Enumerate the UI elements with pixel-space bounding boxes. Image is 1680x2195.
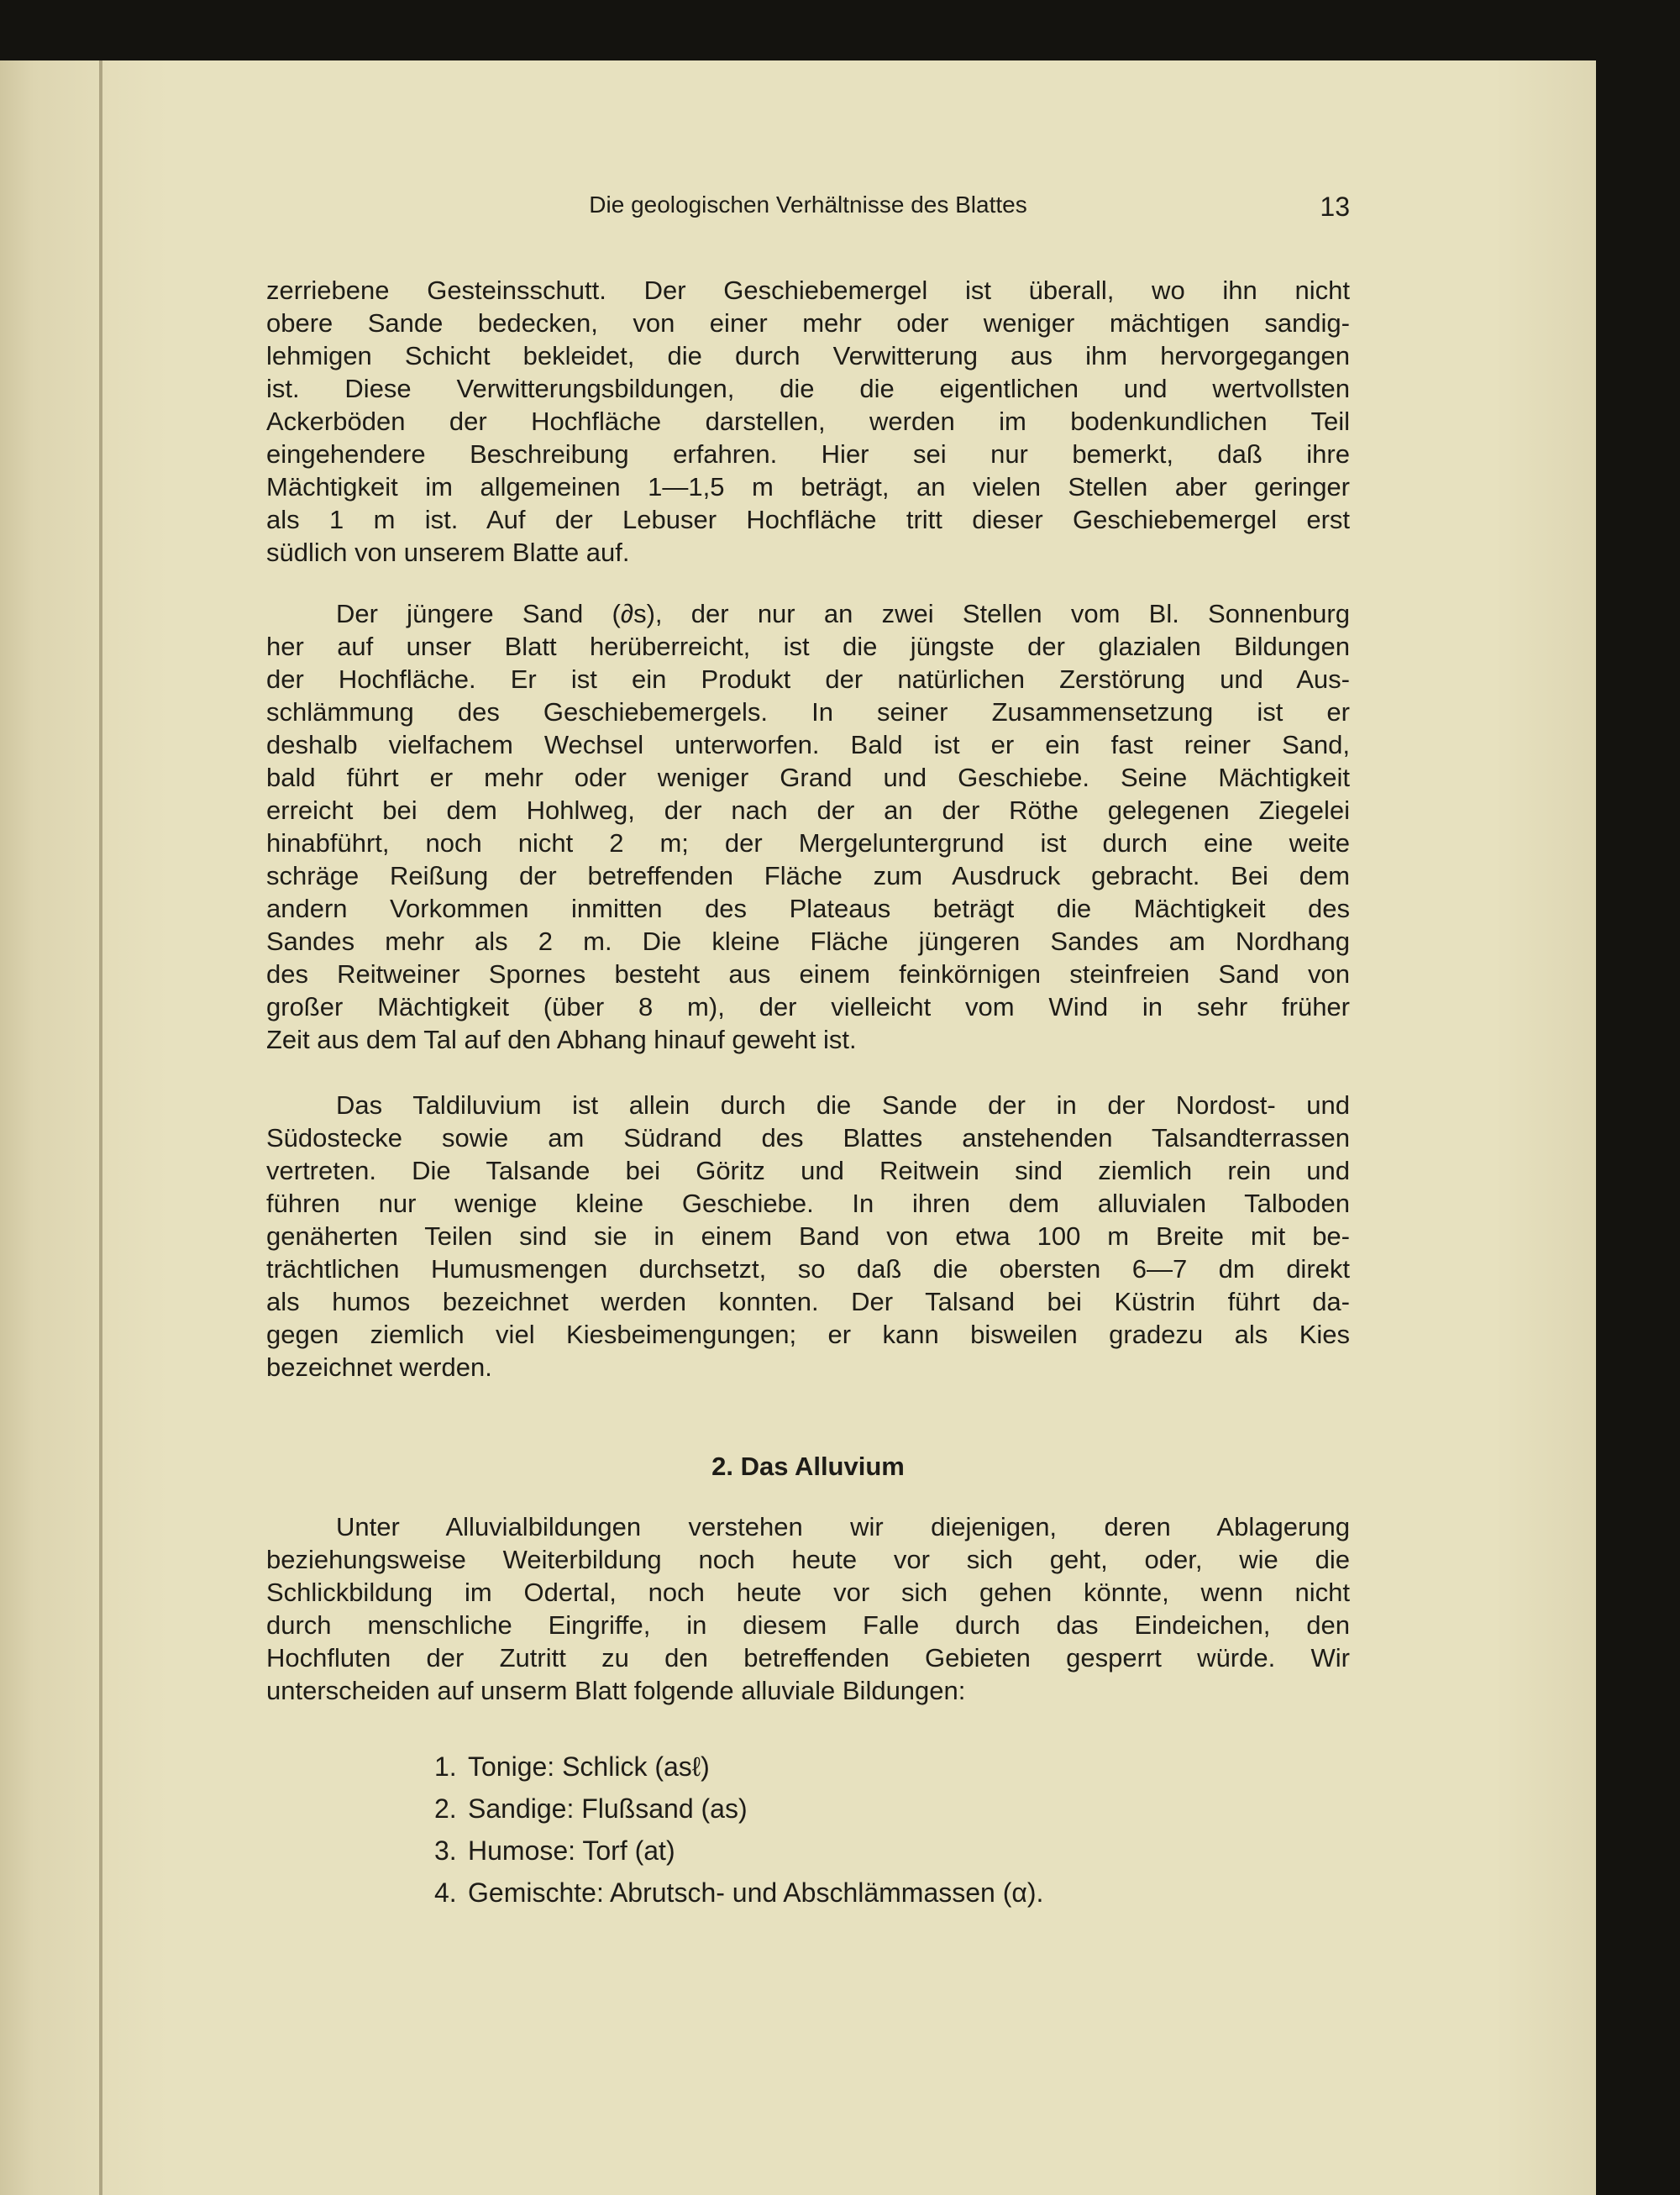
text-line: andern Vorkommen inmitten des Plateaus beträgt die Mächtigkeit des <box>266 894 1350 923</box>
text-line: Ackerböden der Hochfläche darstellen, werden im bodenkundlichen Teil <box>266 407 1350 436</box>
text-line: ist. Diese Verwitterungsbildungen, die die eigentlichen und wertvollsten <box>266 374 1350 403</box>
text-line: trächtlichen Humusmengen durchsetzt, so daß die obersten 6—7 dm direkt <box>266 1254 1350 1284</box>
text-line: Hochfluten der Zutritt zu den betreffenden Gebieten gesperrt würde. Wir <box>266 1643 1350 1673</box>
text-line: hinabführt, noch nicht 2 m; der Mergeluntergrund ist durch eine weite <box>266 828 1350 858</box>
text-line: Zeit aus dem Tal auf den Abhang hinauf geweht ist. <box>266 1025 857 1054</box>
paragraph-3 <box>266 1089 1350 1384</box>
text-line: deshalb vielfachem Wechsel unterworfen. Bald ist er ein fast reiner Sand, <box>266 730 1350 759</box>
text-line: durch menschliche Eingriffe, in diesem Falle durch das Eindeichen, den <box>266 1610 1350 1640</box>
text-line: schräge Reißung der betreffenden Fläche zum Ausdruck gebracht. Bei dem <box>266 861 1350 890</box>
text-line: Unter Alluvialbildungen verstehen wir diejenigen, deren Ablagerung <box>336 1512 1350 1541</box>
text-line: südlich von unserem Blatte auf. <box>266 538 630 567</box>
text-line: bezeichnet werden. <box>266 1352 492 1382</box>
text-line: zerriebene Gesteinsschutt. Der Geschiebemergel ist überall, wo ihn nicht <box>266 276 1350 305</box>
text-line: Der jüngere Sand (∂s), der nur an zwei Stellen vom Bl. Sonnenburg <box>336 599 1350 628</box>
text-line: gegen ziemlich viel Kiesbeimengungen; er kann bisweilen gradezu als Kies <box>266 1320 1350 1349</box>
text-line: des Reitweiner Spornes besteht aus einem feinkörnigen steinfreien Sand von <box>266 959 1350 989</box>
page-gutter <box>99 60 102 2195</box>
text-line: Sandes mehr als 2 m. Die kleine Fläche jüngeren Sandes am Nordhang <box>266 927 1350 956</box>
text-line: Mächtigkeit im allgemeinen 1—1,5 m beträgt, an vielen Stellen aber geringer <box>266 472 1350 501</box>
paragraph-1 <box>266 274 1350 569</box>
list-item <box>434 1788 1043 1830</box>
list-number: 4. <box>434 1877 457 1908</box>
text-line: genäherten Teilen sind sie in einem Band von etwa 100 m Breite mit be- <box>266 1221 1350 1251</box>
text-line: bald führt er mehr oder weniger Grand und Geschiebe. Seine Mächtigkeit <box>266 763 1350 792</box>
text-line: Südostecke sowie am Südrand des Blattes anstehenden Talsandterrassen <box>266 1123 1350 1153</box>
list-text: Tonige: Schlick (asℓ) <box>468 1751 710 1782</box>
text-line: großer Mächtigkeit (über 8 m), der vielleicht vom Wind in sehr früher <box>266 992 1350 1021</box>
list-text: Sandige: Flußsand (as) <box>468 1793 748 1824</box>
list-text: Gemischte: Abrutsch- und Abschlämmassen (α). <box>468 1877 1044 1908</box>
list-number: 2. <box>434 1793 457 1824</box>
text-line: beziehungsweise Weiterbildung noch heute vor sich geht, oder, wie die <box>266 1545 1350 1574</box>
text-line: vertreten. Die Talsande bei Göritz und Reitwein sind ziemlich rein und <box>266 1156 1350 1185</box>
text-line: als 1 m ist. Auf der Lebuser Hochfläche tritt dieser Geschiebemergel erst <box>266 505 1350 534</box>
alluvium-list <box>434 1746 1043 1914</box>
section-heading: 2. Das Alluvium <box>711 1452 905 1481</box>
running-head-title: Die geologischen Verhältnisse des Blattes <box>589 192 1027 218</box>
text-line: schlämmung des Geschiebemergels. In seiner Zusammensetzung ist er <box>266 697 1350 727</box>
paragraph-2 <box>266 597 1350 1056</box>
text-line: Schlickbildung im Odertal, noch heute vor sich gehen könnte, wenn nicht <box>266 1578 1350 1607</box>
text-line: erreicht bei dem Hohlweg, der nach der an der Röthe gelegenen Ziegelei <box>266 796 1350 825</box>
text-line: Das Taldiluvium ist allein durch die Sande der in der Nordost- und <box>336 1090 1350 1120</box>
list-item <box>434 1746 1043 1788</box>
text-line: als humos bezeichnet werden konnten. Der Talsand bei Küstrin führt da- <box>266 1287 1350 1316</box>
text-line: eingehendere Beschreibung erfahren. Hier sei nur bemerkt, daß ihre <box>266 439 1350 469</box>
text-line: lehmigen Schicht bekleidet, die durch Verwitterung aus ihm hervorgegangen <box>266 341 1350 370</box>
paragraph-4 <box>266 1510 1350 1707</box>
text-line: der Hochfläche. Er ist ein Produkt der natürlichen Zerstörung und Aus- <box>266 664 1350 694</box>
list-number: 1. <box>434 1751 457 1782</box>
text-line: obere Sande bedecken, von einer mehr oder weniger mächtigen sandig- <box>266 308 1350 338</box>
page-number: 13 <box>1320 192 1350 222</box>
list-item <box>434 1872 1043 1914</box>
running-head <box>266 192 1350 225</box>
list-number: 3. <box>434 1835 457 1866</box>
list-item <box>434 1830 1043 1872</box>
text-line: her auf unser Blatt herüberreicht, ist die jüngste der glazialen Bildungen <box>266 632 1350 661</box>
list-text: Humose: Torf (at) <box>468 1835 675 1866</box>
text-line: unterscheiden auf unserm Blatt folgende alluviale Bildungen: <box>266 1676 966 1705</box>
text-line: führen nur wenige kleine Geschiebe. In ihren dem alluvialen Talboden <box>266 1189 1350 1218</box>
